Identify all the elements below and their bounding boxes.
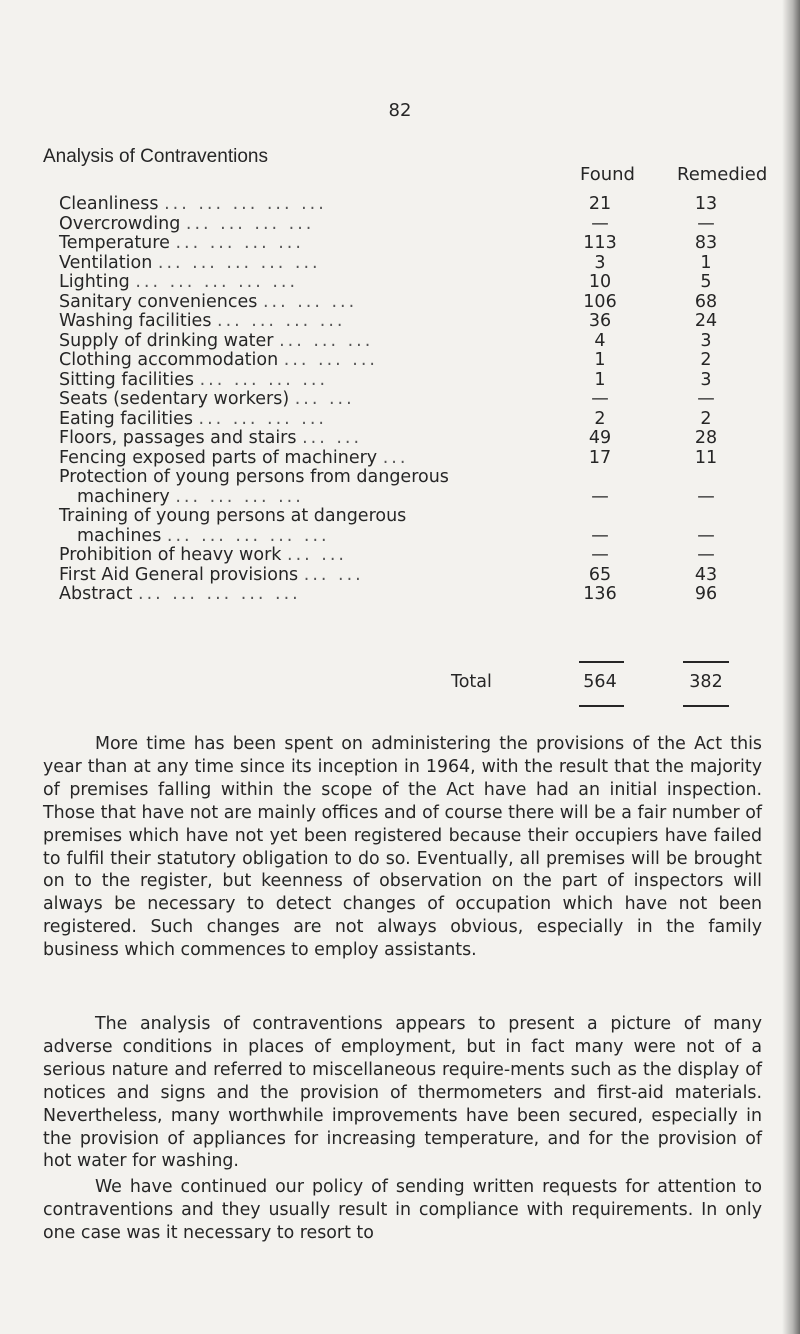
dot-leader: ... ...	[303, 564, 364, 585]
remedied-value: 24	[694, 311, 718, 331]
table-row	[0, 585, 800, 605]
found-value: —	[591, 486, 609, 507]
table-row	[0, 566, 800, 586]
row-label	[59, 566, 364, 586]
found-value: 36	[588, 311, 612, 331]
found-value: 113	[583, 233, 617, 253]
remedied-value: 3	[700, 369, 712, 390]
row-label	[59, 215, 314, 235]
total-label: Total	[451, 672, 492, 692]
remedied-value: 3	[700, 330, 712, 351]
row-label-text: Prohibition of heavy work	[59, 545, 282, 565]
remedied-value: 2	[700, 350, 712, 370]
row-label-text: Washing facilities	[59, 311, 212, 331]
table-row	[0, 527, 800, 547]
table-row	[0, 195, 800, 215]
row-label	[59, 254, 321, 274]
dot-leader: ... ... ... ... ...	[135, 272, 299, 292]
row-label	[59, 273, 298, 293]
row-label	[59, 293, 357, 313]
table-row	[0, 234, 800, 254]
dot-leader: ... ...	[302, 428, 363, 448]
row-label	[59, 585, 301, 605]
row-label	[59, 371, 328, 391]
dot-leader: ... ... ... ... ...	[164, 194, 327, 214]
table-row	[0, 312, 800, 332]
table-row	[0, 468, 800, 488]
found-column-header: Found	[580, 164, 635, 185]
table-heading: Analysis of Contraventions	[43, 146, 268, 167]
row-label-text: machinery	[77, 486, 170, 507]
table-row	[0, 332, 800, 352]
remedied-value: 43	[694, 564, 718, 585]
found-value: 49	[588, 428, 612, 448]
dot-leader: ... ... ...	[279, 330, 374, 351]
row-label	[77, 488, 304, 508]
dot-leader: ... ... ... ...	[175, 233, 304, 253]
remedied-value: 96	[694, 584, 718, 604]
row-label-text: First Aid General provisions	[59, 564, 299, 585]
dot-leader: ... ... ...	[283, 350, 378, 370]
table-row	[0, 488, 800, 508]
row-label-text: Training of young persons at dangerous	[59, 506, 407, 526]
dot-leader: ... ... ... ...	[175, 486, 304, 507]
paragraph-administration: More time has been spent on administering the provisions of the Act this year than at any time since its inception in 1964, with the result that the majority of premises falling within the scope of the Act have had an initial inspection. Those that have not are mainly offices and of course there will be a fair number of premises which have not yet been registered because their occupiers have failed to fulfil their statutory obligation to do so. Eventually, all premises will be brought on to the register, but keenness of observation on the part of inspectors will always be necessary to detect changes of occupation which have not been registered. Such changes are not always obvious, especially in the family business which commences to employ assistants.	[43, 734, 762, 961]
row-label-text: Cleanliness	[59, 194, 159, 214]
table-row	[0, 507, 800, 527]
row-label-text: Eating facilities	[59, 408, 193, 429]
row-label-text: Clothing accommodation	[59, 350, 279, 370]
found-value: —	[591, 545, 609, 565]
found-total-bottom-rule	[579, 705, 624, 707]
row-label	[59, 234, 304, 254]
dot-leader: ... ... ...	[262, 291, 358, 312]
remedied-value: 2	[700, 408, 712, 429]
remedied-value: 5	[700, 272, 712, 292]
dot-leader: ... ... ... ... ...	[166, 525, 330, 546]
row-label-text: Floors, passages and stairs	[59, 428, 297, 448]
row-label	[59, 332, 373, 352]
remedied-value: —	[697, 545, 715, 565]
table-row	[0, 273, 800, 293]
dot-leader: ...	[382, 447, 409, 468]
found-value: 136	[583, 584, 617, 604]
found-value: 4	[594, 330, 606, 351]
row-label-text: Ventilation	[59, 252, 153, 273]
row-label	[59, 351, 378, 371]
remedied-value: 83	[694, 233, 718, 253]
remedied-value: —	[697, 486, 715, 507]
row-label-text: Supply of drinking water	[59, 330, 274, 351]
table-row	[0, 293, 800, 313]
row-label-text: Overcrowding	[59, 213, 181, 234]
found-total-top-rule	[579, 661, 624, 663]
table-row	[0, 410, 800, 430]
dot-leader: ... ...	[294, 389, 355, 409]
row-label	[77, 527, 330, 547]
table-row	[0, 449, 800, 469]
found-value: 65	[588, 564, 612, 585]
found-value: —	[591, 525, 609, 546]
found-value: 1	[594, 369, 606, 390]
dot-leader: ... ... ... ... ...	[138, 584, 301, 604]
row-label	[59, 410, 327, 430]
contraventions-table	[0, 195, 800, 605]
dot-leader: ... ... ... ...	[198, 408, 327, 429]
table-row	[0, 215, 800, 235]
total-remedied: 382	[689, 672, 723, 692]
row-label	[59, 546, 347, 566]
found-value: —	[591, 389, 609, 409]
found-value: 106	[583, 291, 617, 312]
row-label-text: Seats (sedentary workers)	[59, 389, 290, 409]
found-value: 21	[588, 194, 612, 214]
row-label-text: Lighting	[59, 272, 130, 292]
table-row	[0, 546, 800, 566]
paragraph-analysis: The analysis of contraventions appears to present a picture of many adverse conditions in places of employment, but in fact many were not of a serious nature and referred to miscellaneous require-ments such as the display of notices and signs and the provision of thermometers and first-aid materials. Nevertheless, many worthwhile improvements have been secured, especially in the provision of appliances for increasing temperature, and for the provision of hot water for washing.	[43, 1014, 762, 1172]
found-value: 10	[588, 272, 612, 292]
row-label	[59, 468, 449, 488]
remedied-total-bottom-rule	[683, 705, 729, 707]
row-label-text: Fencing exposed parts of machinery	[59, 447, 378, 468]
row-label	[59, 390, 355, 410]
dot-leader: ... ...	[287, 545, 347, 565]
row-label	[59, 449, 408, 469]
remedied-value: —	[697, 389, 715, 409]
remedied-value: 28	[694, 428, 718, 448]
row-label	[59, 507, 406, 527]
found-value: 17	[588, 447, 612, 468]
page-number: 82	[388, 100, 412, 121]
found-value: 3	[594, 252, 606, 273]
table-row	[0, 390, 800, 410]
table-row	[0, 371, 800, 391]
table-row	[0, 254, 800, 274]
row-label-text: Temperature	[59, 233, 170, 253]
dot-leader: ... ... ... ...	[199, 369, 329, 390]
row-label-text: Sanitary conveniences	[59, 291, 258, 312]
paragraph-policy: We have continued our policy of sending written requests for attention to contraventions and they usually result in compliance with requirements. In only one case was it necessary to resort to	[43, 1177, 762, 1243]
found-value: 2	[594, 408, 606, 429]
table-row	[0, 351, 800, 371]
found-value: 1	[594, 350, 606, 370]
dot-leader: ... ... ... ... ...	[157, 252, 321, 273]
row-label	[59, 195, 327, 215]
row-label-text: machines	[77, 525, 162, 546]
row-label-text: Abstract	[59, 584, 133, 604]
remedied-value: 1	[700, 252, 712, 273]
found-value: —	[591, 213, 609, 234]
dot-leader: ... ... ... ...	[217, 311, 346, 331]
remedied-value: 68	[694, 291, 718, 312]
remedied-value: 11	[694, 447, 718, 468]
total-found: 564	[583, 672, 617, 692]
row-label	[59, 312, 345, 332]
table-row	[0, 429, 800, 449]
remedied-value: —	[697, 213, 715, 234]
remedied-value: —	[697, 525, 715, 546]
remedied-total-top-rule	[683, 661, 729, 663]
row-label-text: Sitting facilities	[59, 369, 195, 390]
dot-leader: ... ... ... ...	[185, 213, 315, 234]
row-label-text: Protection of young persons from dangerous	[59, 467, 449, 487]
row-label	[59, 429, 362, 449]
remedied-value: 13	[694, 194, 718, 214]
remedied-column-header: Remedied	[677, 164, 768, 185]
